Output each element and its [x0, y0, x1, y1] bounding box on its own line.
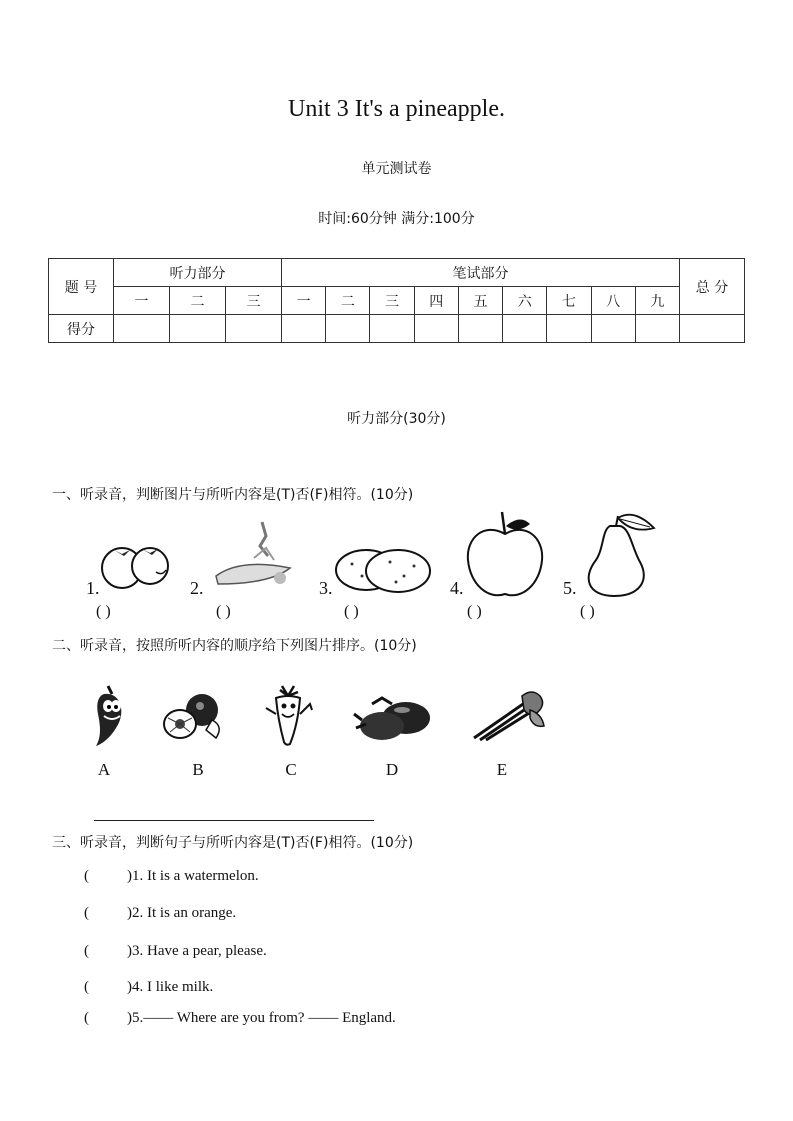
pear-icon: [580, 508, 660, 598]
score-cell[interactable]: [326, 315, 370, 343]
question-item[interactable]: [84, 1010, 396, 1027]
written-group-header: 笔试部分: [282, 259, 680, 287]
section3-heading: 三、听录音，判断句子与所听内容是(T)否(F)相符。(10分): [52, 835, 414, 851]
listening-col: 三: [226, 287, 282, 315]
answer-blank-open: (: [84, 943, 89, 959]
score-cell[interactable]: [370, 315, 414, 343]
score-cell[interactable]: [680, 315, 745, 343]
score-table: [48, 258, 745, 343]
option-letter: D: [385, 760, 399, 779]
written-col: 四: [414, 287, 458, 315]
kiwi-icon: [160, 692, 230, 744]
tomato-icon: [100, 542, 172, 592]
listening-group-header: 听力部分: [114, 259, 282, 287]
carrot-character-icon: [262, 684, 316, 748]
carrot-icon: [210, 518, 302, 596]
question-text: )1. It is a watermelon.: [127, 868, 259, 884]
score-cell[interactable]: [414, 315, 458, 343]
score-cell[interactable]: [635, 315, 679, 343]
time-info: 时间:60分钟 满分:100分: [318, 211, 475, 227]
score-cell[interactable]: [458, 315, 502, 343]
potato-icon: [334, 546, 432, 594]
answer-blank-open: (: [84, 979, 89, 995]
question-item[interactable]: [84, 943, 267, 960]
option-letter: E: [496, 760, 508, 779]
celery-icon: [470, 688, 548, 742]
answer-blank[interactable]: ( ): [580, 603, 595, 620]
written-col: 一: [282, 287, 326, 315]
question-text: )2. It is an orange.: [127, 905, 237, 921]
written-col: 九: [635, 287, 679, 315]
item-number: 3.: [319, 578, 333, 598]
listening-col: 二: [170, 287, 226, 315]
written-col: 七: [547, 287, 591, 315]
written-col: 二: [326, 287, 370, 315]
answer-blank-open: (: [84, 905, 89, 921]
listening-col: 一: [114, 287, 170, 315]
item-number: 5.: [563, 578, 577, 598]
chili-pepper-icon: [92, 684, 128, 748]
listening-heading: 听力部分(30分): [347, 411, 446, 427]
total-header: 总 分: [680, 259, 745, 315]
question-item[interactable]: [84, 905, 236, 922]
answer-blank[interactable]: ( ): [344, 603, 359, 620]
score-row-label: 得分: [49, 315, 114, 343]
apple-icon: [464, 508, 546, 600]
answer-blank[interactable]: ( ): [96, 603, 111, 620]
score-cell[interactable]: [170, 315, 226, 343]
option-letter: C: [285, 760, 297, 779]
section1-heading: 一、听录音，判断图片与所听内容是(T)否(F)相符。(10分): [52, 487, 414, 503]
question-text: )5.—— Where are you from? —— England.: [127, 1010, 396, 1026]
answer-line[interactable]: [94, 820, 374, 821]
answer-blank-open: (: [84, 868, 89, 884]
answer-blank-open: (: [84, 1010, 89, 1026]
written-col: 五: [458, 287, 502, 315]
section2-heading: 二、听录音，按照所听内容的顺序给下列图片排序。(10分): [52, 638, 417, 654]
page-title: Unit 3 It's a pineapple.: [288, 96, 505, 122]
score-cell[interactable]: [547, 315, 591, 343]
written-col: 八: [591, 287, 635, 315]
written-col: 六: [503, 287, 547, 315]
answer-blank[interactable]: ( ): [467, 603, 482, 620]
written-col: 三: [370, 287, 414, 315]
page-subtitle: 单元测试卷: [361, 161, 432, 177]
question-text: )3. Have a pear, please.: [127, 943, 267, 959]
eggplant-icon: [352, 690, 432, 744]
option-letter: A: [97, 760, 111, 779]
score-cell[interactable]: [114, 315, 170, 343]
row-label: 题 号: [49, 259, 114, 315]
item-number: 2.: [190, 578, 204, 598]
question-text: )4. I like milk.: [127, 979, 214, 995]
question-item[interactable]: [84, 868, 259, 885]
item-number: 4.: [450, 578, 464, 598]
answer-blank[interactable]: ( ): [216, 603, 231, 620]
score-cell[interactable]: [503, 315, 547, 343]
score-cell[interactable]: [591, 315, 635, 343]
question-item[interactable]: [84, 979, 213, 996]
score-cell[interactable]: [282, 315, 326, 343]
score-cell[interactable]: [226, 315, 282, 343]
item-number: 1.: [86, 578, 100, 598]
option-letter: B: [192, 760, 204, 779]
